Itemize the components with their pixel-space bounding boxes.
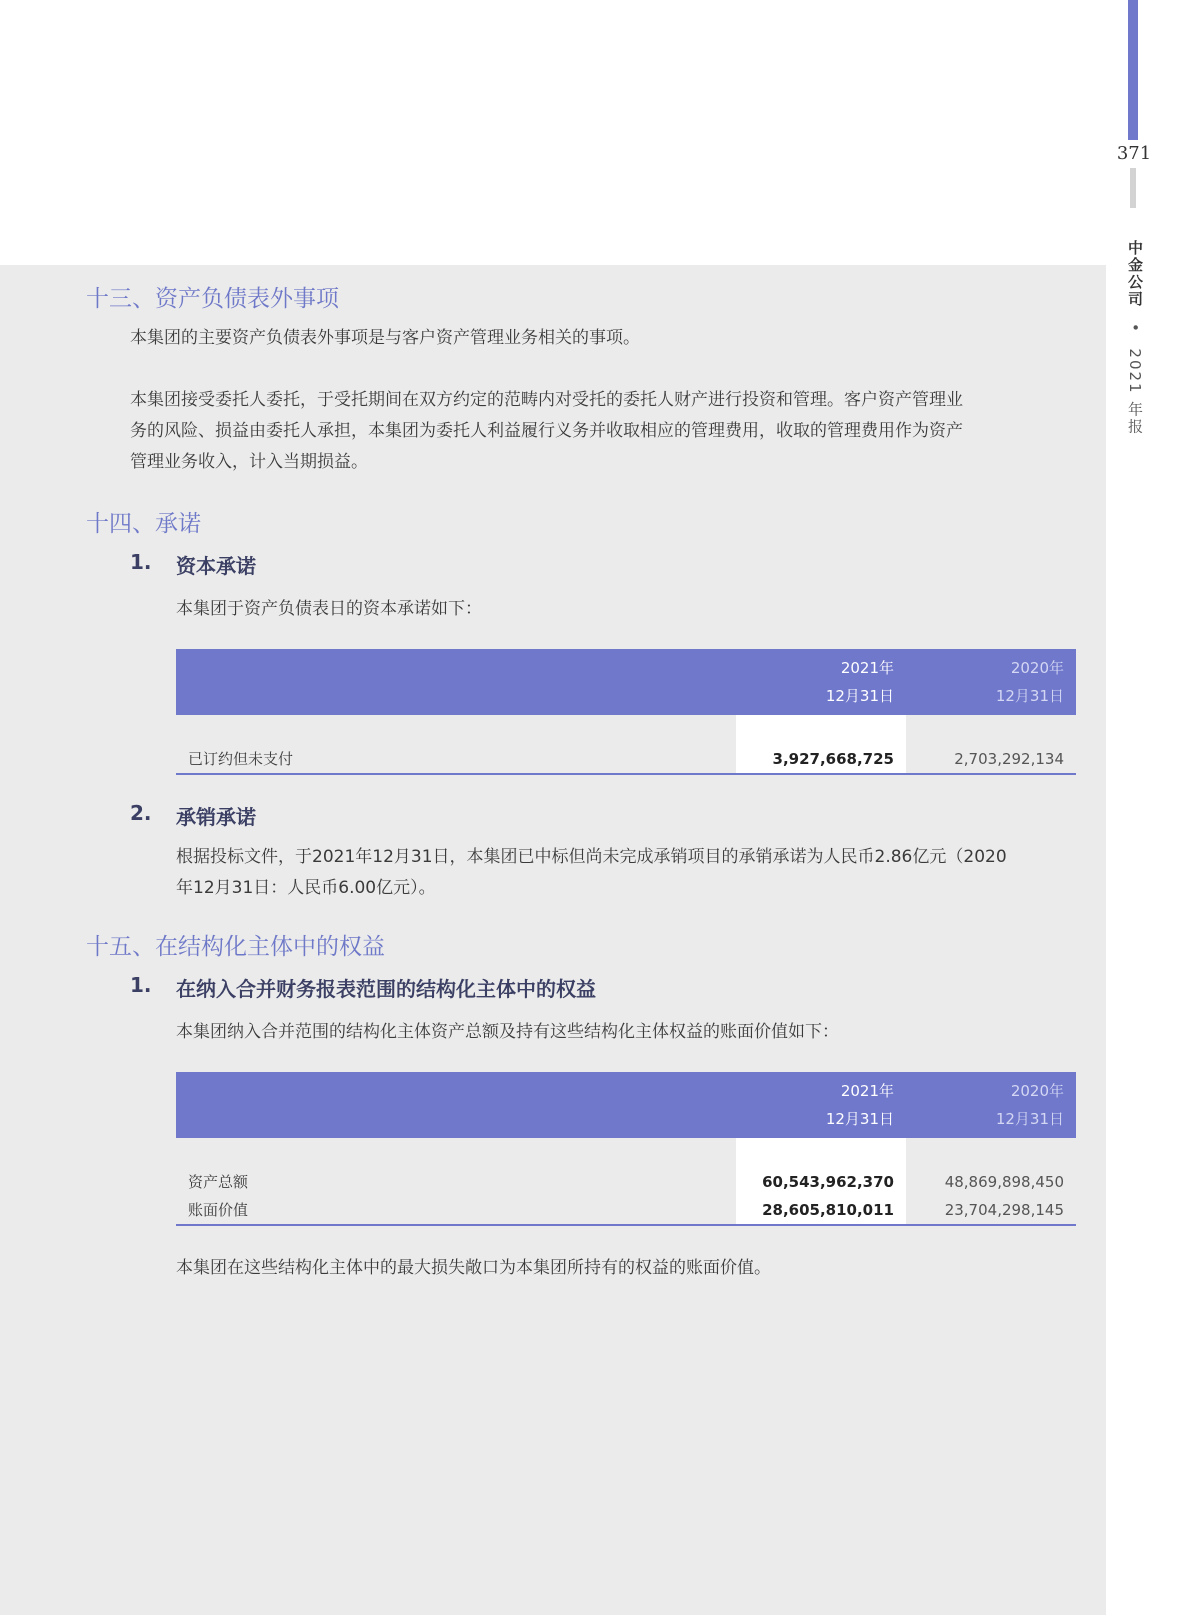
- page-accent-bar: [1128, 0, 1138, 140]
- subsection-title: 在纳入合并财务报表范围的结构化主体中的权益: [176, 977, 596, 1001]
- table-header-2021: [736, 1072, 906, 1138]
- table-header-2020: [906, 649, 1076, 715]
- table-header-row: [176, 1072, 1076, 1138]
- table-row: [176, 1196, 1076, 1225]
- row-label: 已订约但未支付: [176, 745, 736, 774]
- section-13-heading: 十三、资产负债表外事项: [86, 286, 339, 312]
- header-year: 2021年: [840, 659, 894, 677]
- table-header-label: [176, 1072, 736, 1138]
- row-value-2020: 2,703,292,134: [906, 745, 1076, 774]
- row-value-2021: 60,543,962,370: [736, 1168, 906, 1196]
- table-row: [176, 745, 1076, 774]
- report-title: 2021 年报: [1126, 348, 1144, 436]
- table-header-2020: [906, 1072, 1076, 1138]
- page-gray-bar: [1130, 168, 1136, 208]
- subsection-number: 2.: [130, 801, 152, 825]
- paragraph-line: 本集团接受委托人委托，于受托期间在双方约定的范畴内对受托的委托人财产进行投资和管理。客户资产管理业: [130, 390, 963, 410]
- table-row: [176, 1168, 1076, 1196]
- section-14-heading: 十四、承诺: [86, 511, 201, 537]
- company-name: 中金公司: [1126, 240, 1144, 308]
- paragraph-line: 务的风险、损益由委托人承担，本集团为委托人利益履行义务并收取相应的管理费用，收取的管理费用作为资产: [130, 421, 963, 441]
- section-13-paragraph-2: [130, 385, 1090, 478]
- table-header-2021: [736, 649, 906, 715]
- paragraph-line: 年12月31日：人民币6.00亿元）。: [176, 878, 436, 898]
- table-header-label: [176, 649, 736, 715]
- header-date: 12月31日: [995, 1110, 1064, 1128]
- paragraph-line: 管理业务收入，计入当期损益。: [130, 452, 368, 472]
- header-year: 2020年: [1010, 1082, 1064, 1100]
- structured-entities-intro: 本集团纳入合并范围的结构化主体资产总额及持有这些结构化主体权益的账面价值如下：: [176, 1022, 839, 1042]
- row-value-2020: 23,704,298,145: [906, 1196, 1076, 1225]
- header-year: 2020年: [1010, 659, 1064, 677]
- table-spacer-row: [176, 1138, 1076, 1168]
- subsection-number: 1.: [130, 973, 152, 997]
- row-value-2021: 3,927,668,725: [736, 745, 906, 774]
- header-date: 12月31日: [825, 687, 894, 705]
- table-spacer-row: [176, 715, 1076, 745]
- section-13-paragraph-1: 本集团的主要资产负债表外事项是与客户资产管理业务相关的事项。: [130, 328, 640, 348]
- page-number: 371: [1116, 143, 1152, 164]
- underwriting-commitments-text: [176, 842, 1086, 904]
- row-value-2021: 28,605,810,011: [736, 1196, 906, 1225]
- header-date: 12月31日: [825, 1110, 894, 1128]
- capital-commitments-intro: 本集团于资产负债表日的资本承诺如下：: [176, 599, 482, 619]
- subsection-title: 资本承诺: [176, 554, 256, 578]
- capital-commitments-table: [176, 649, 1076, 775]
- table-header-row: [176, 649, 1076, 715]
- header-year: 2021年: [840, 1082, 894, 1100]
- subsection-number: 1.: [130, 550, 152, 574]
- row-value-2020: 48,869,898,450: [944, 1173, 1064, 1191]
- section-15-heading: 十五、在结构化主体中的权益: [86, 934, 385, 960]
- max-loss-exposure-note: 本集团在这些结构化主体中的最大损失敞口为本集团所持有的权益的账面价值。: [176, 1258, 771, 1278]
- structured-entities-table: [176, 1072, 1076, 1226]
- paragraph-line: 根据投标文件，于2021年12月31日，本集团已中标但尚未完成承销项目的承销承诺为人民币2.86亿元（2020: [176, 847, 1007, 867]
- separator-dot: •: [1126, 322, 1144, 334]
- header-date: 12月31日: [995, 687, 1064, 705]
- row-label: 资产总额: [188, 1173, 249, 1191]
- subsection-title: 承销承诺: [176, 805, 256, 829]
- running-header: [1122, 240, 1146, 435]
- row-label: 账面价值: [176, 1196, 736, 1225]
